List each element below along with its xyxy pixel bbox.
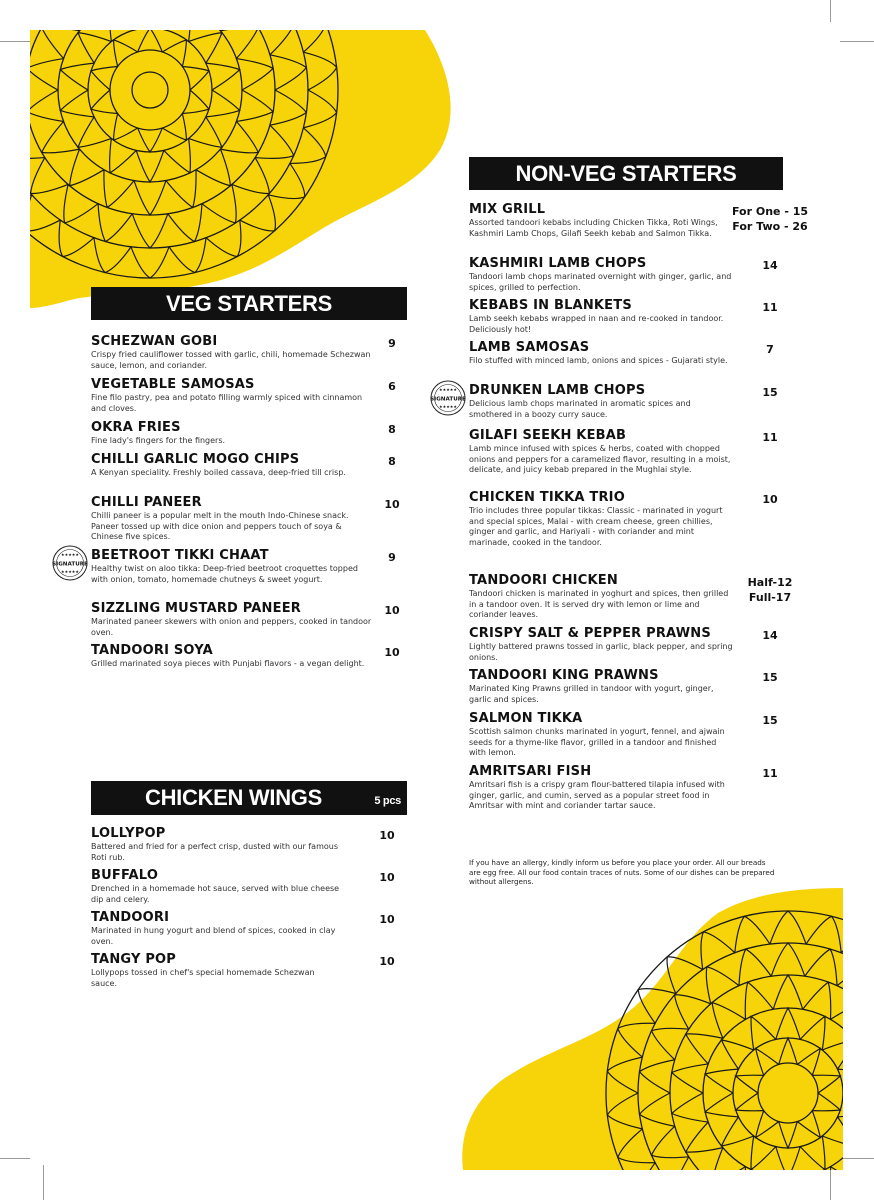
menu-item-description: Delicious lamb chops marinated in aromatic spices and smothered in a boozy curry sauce. bbox=[469, 399, 691, 419]
menu-item-name: SCHEZWAN GOBI bbox=[91, 334, 218, 349]
menu-item-name: OKRA FRIES bbox=[91, 420, 181, 435]
menu-item-description: Marinated King Prawns grilled in tandoor with yogurt, ginger, garlic and spices. bbox=[469, 684, 714, 704]
menu-item bbox=[469, 573, 735, 621]
allergy-note: If you have an allergy, kindly inform us before you place your order. All our breads are egg free. All our food contain traces of nuts. Some of our dishes can be prepared without allergens. bbox=[469, 858, 775, 886]
signature-badge-icon bbox=[51, 544, 89, 582]
menu-item-description: Tandoori chicken is marinated in yoghurt and spices, then grilled in a tandoor oven. It is served dry with lemon or lime and coriander leaves. bbox=[469, 589, 729, 619]
menu-item-price: 8 bbox=[388, 455, 396, 468]
menu-item bbox=[91, 452, 373, 479]
menu-item-price bbox=[730, 575, 810, 605]
menu-item-description: Marinated in hung yogurt and blend of spices, cooked in clay oven. bbox=[91, 926, 336, 946]
svg-text:★★★★★: ★★★★★ bbox=[439, 404, 457, 409]
menu-item bbox=[469, 711, 735, 759]
menu-item-name: KEBABS IN BLANKETS bbox=[469, 298, 632, 313]
menu-item bbox=[469, 340, 735, 367]
crop-mark bbox=[0, 1158, 30, 1159]
menu-item-price: 14 bbox=[762, 629, 778, 642]
menu-item-description: Amritsari fish is a crispy gram flour-battered tilapia infused with ginger, garlic, and cumin, served as a popular street food in Amritsar with mint and coriander tartar sauce. bbox=[469, 780, 725, 810]
menu-item-description: Crispy fried cauliflower tossed with garlic, chili, homemade Schezwan sauce, lemon, and coriander. bbox=[91, 350, 371, 370]
svg-text:★★★★★: ★★★★★ bbox=[439, 387, 457, 392]
menu-item-name: KASHMIRI LAMB CHOPS bbox=[469, 256, 647, 271]
menu-item bbox=[91, 910, 341, 947]
svg-text:SIGNATURE: SIGNATURE bbox=[52, 561, 88, 568]
menu-item-price: 8 bbox=[388, 423, 396, 436]
menu-item-name: TANDOORI CHICKEN bbox=[469, 573, 618, 588]
menu-item-name: TANDOORI bbox=[91, 910, 170, 925]
chicken-wings-portion: 5 pcs bbox=[374, 795, 401, 807]
crop-mark bbox=[0, 41, 30, 42]
menu-item-price: 14 bbox=[762, 259, 778, 272]
menu-item-price-line: Full-17 bbox=[748, 591, 792, 604]
menu-item bbox=[469, 764, 735, 812]
menu-item bbox=[91, 601, 373, 638]
menu-item bbox=[91, 334, 373, 371]
menu-item-description: Lamb mince infused with spices & herbs, coated with chopped onions and peppers for a caramelized flavor, resulting in a moist, delicate, and juicy kebab prepared in the Mughlai style. bbox=[469, 444, 731, 474]
crop-mark bbox=[43, 1165, 44, 1200]
menu-item-name: LAMB SAMOSAS bbox=[469, 340, 590, 355]
menu-item bbox=[91, 377, 373, 414]
menu-item-description: Tandoori lamb chops marinated overnight with ginger, garlic, and spices, grilled to perfection. bbox=[469, 272, 732, 292]
menu-item bbox=[469, 626, 735, 663]
svg-text:★★★★★: ★★★★★ bbox=[61, 552, 79, 557]
menu-item-price-line: For Two - 26 bbox=[732, 220, 808, 233]
menu-item-description: Lollypops tossed in chef's special homemade Schezwan sauce. bbox=[91, 968, 315, 988]
menu-item-name: GILAFI SEEKH KEBAB bbox=[469, 428, 627, 443]
menu-item-price: 10 bbox=[384, 646, 400, 659]
menu-item-description: Trio includes three popular tikkas: Classic - marinated in yogurt and special spices, Malai - with cream cheese, green chillies, ginger and garlic, and Hariyali - with coriander and mint marinade, cooked in the tandoor. bbox=[469, 506, 723, 547]
menu-item-description: A Kenyan speciality. Freshly boiled cassava, deep-fried till crisp. bbox=[91, 468, 346, 477]
menu-item-name: BEETROOT TIKKI CHAAT bbox=[91, 548, 269, 563]
crop-mark bbox=[840, 41, 874, 42]
svg-text:★★★★★: ★★★★★ bbox=[61, 569, 79, 574]
menu-item-description: Chilli paneer is a popular melt in the mouth Indo-Chinese snack. Paneer tossed up with dice onion and peppers touch of soya & Chinese five spices. bbox=[91, 511, 349, 541]
menu-item-description: Drenched in a homemade hot sauce, served with blue cheese dip and celery. bbox=[91, 884, 340, 904]
menu-item bbox=[469, 383, 735, 420]
crop-mark bbox=[830, 0, 831, 22]
menu-item-price: 11 bbox=[762, 767, 778, 780]
svg-text:SIGNATURE: SIGNATURE bbox=[430, 396, 466, 403]
menu-item-name: AMRITSARI FISH bbox=[469, 764, 592, 779]
veg-starters-heading: VEG STARTERS bbox=[91, 287, 407, 320]
menu-item-description: Lamb seekh kebabs wrapped in naan and re-cooked in tandoor. Deliciously hot! bbox=[469, 314, 724, 334]
signature-badge-icon bbox=[429, 379, 467, 417]
menu-item bbox=[91, 643, 373, 670]
menu-item bbox=[91, 548, 373, 585]
menu-item-name: SIZZLING MUSTARD PANEER bbox=[91, 601, 301, 616]
menu-item bbox=[469, 298, 735, 335]
menu-item-price: 15 bbox=[762, 386, 778, 399]
menu-item-description: Lightly battered prawns tossed in garlic, black pepper, and spring onions. bbox=[469, 642, 733, 662]
non-veg-starters-heading: NON-VEG STARTERS bbox=[469, 157, 783, 190]
menu-item-name: CHICKEN TIKKA TRIO bbox=[469, 490, 625, 505]
menu-item-description: Battered and fried for a perfect crisp, dusted with our famous Roti rub. bbox=[91, 842, 338, 862]
menu-item-name: SALMON TIKKA bbox=[469, 711, 583, 726]
crop-mark bbox=[840, 1158, 874, 1159]
menu-item-description: Scottish salmon chunks marinated in yogurt, fennel, and ajwain seeds for a thyme-like flavor, grilled in a tandoor and finished with lemon. bbox=[469, 727, 725, 757]
menu-item-description: Grilled marinated soya pieces with Punjabi flavors - a vegan delight. bbox=[91, 659, 365, 668]
menu-item-name: TANDOORI KING PRAWNS bbox=[469, 668, 659, 683]
menu-item-name: VEGETABLE SAMOSAS bbox=[91, 377, 255, 392]
menu-item-price-line: Half-12 bbox=[747, 576, 793, 589]
menu-item bbox=[91, 495, 373, 543]
menu-item bbox=[91, 868, 341, 905]
menu-item bbox=[469, 668, 735, 705]
menu-item-price: 15 bbox=[762, 671, 778, 684]
menu-item bbox=[469, 202, 735, 239]
menu-item-price: 10 bbox=[379, 913, 395, 926]
menu-item-name: TANDOORI SOYA bbox=[91, 643, 213, 658]
chicken-wings-title: CHICKEN WINGS bbox=[145, 785, 322, 810]
menu-item-name: TANGY POP bbox=[91, 952, 177, 967]
menu-item bbox=[469, 490, 735, 548]
menu-item-price: 11 bbox=[762, 431, 778, 444]
menu-item-price: 10 bbox=[384, 498, 400, 511]
menu-item-description: Assorted tandoori kebabs including Chicken Tikka, Roti Wings, Kashmiri Lamb Chops, Gilafi Seekh kebab and Salmon Tikka. bbox=[469, 218, 718, 238]
chicken-wings-heading bbox=[91, 781, 407, 815]
menu-item bbox=[91, 826, 341, 863]
menu-item-name: DRUNKEN LAMB CHOPS bbox=[469, 383, 646, 398]
menu-item-name: BUFFALO bbox=[91, 868, 159, 883]
menu-item-price: 9 bbox=[388, 551, 396, 564]
menu-item-price: 9 bbox=[388, 337, 396, 350]
menu-item-price: 10 bbox=[762, 493, 778, 506]
menu-item-name: CHILLI GARLIC MOGO CHIPS bbox=[91, 452, 300, 467]
menu-item bbox=[91, 952, 341, 989]
menu-item bbox=[469, 428, 735, 476]
menu-item-price bbox=[730, 204, 810, 234]
menu-item-description: Fine lady's fingers for the fingers. bbox=[91, 436, 226, 445]
menu-item-name: CRISPY SALT & PEPPER PRAWNS bbox=[469, 626, 711, 641]
crop-mark bbox=[830, 1165, 831, 1200]
menu-item-price: 10 bbox=[379, 955, 395, 968]
menu-item-price-line: For One - 15 bbox=[731, 205, 809, 218]
menu-item bbox=[91, 420, 373, 447]
menu-item-description: Fine filo pastry, pea and potato filling warmly spiced with cinnamon and cloves. bbox=[91, 393, 363, 413]
menu-item-name: LOLLYPOP bbox=[91, 826, 166, 841]
menu-item-price: 10 bbox=[379, 871, 395, 884]
mandala-top-left-decoration bbox=[30, 30, 460, 310]
menu-item bbox=[469, 256, 735, 293]
menu-item-price: 10 bbox=[379, 829, 395, 842]
menu-item-description: Healthy twist on aloo tikka: Deep-fried beetroot croquettes topped with onion, tomato, homemade chutneys & sweet yogurt. bbox=[91, 564, 358, 584]
menu-item-price: 6 bbox=[388, 380, 396, 393]
menu-item-price: 11 bbox=[762, 301, 778, 314]
menu-item-description: Filo stuffed with minced lamb, onions and spices - Gujarati style. bbox=[469, 356, 728, 365]
menu-item-price: 7 bbox=[766, 343, 774, 356]
menu-item-price: 10 bbox=[384, 604, 400, 617]
menu-item-name: MIX GRILL bbox=[469, 202, 546, 217]
menu-item-description: Marinated paneer skewers with onion and peppers, cooked in tandoor oven. bbox=[91, 617, 372, 637]
mandala-bottom-right-decoration bbox=[458, 888, 843, 1170]
menu-item-name: CHILLI PANEER bbox=[91, 495, 202, 510]
menu-item-price: 15 bbox=[762, 714, 778, 727]
